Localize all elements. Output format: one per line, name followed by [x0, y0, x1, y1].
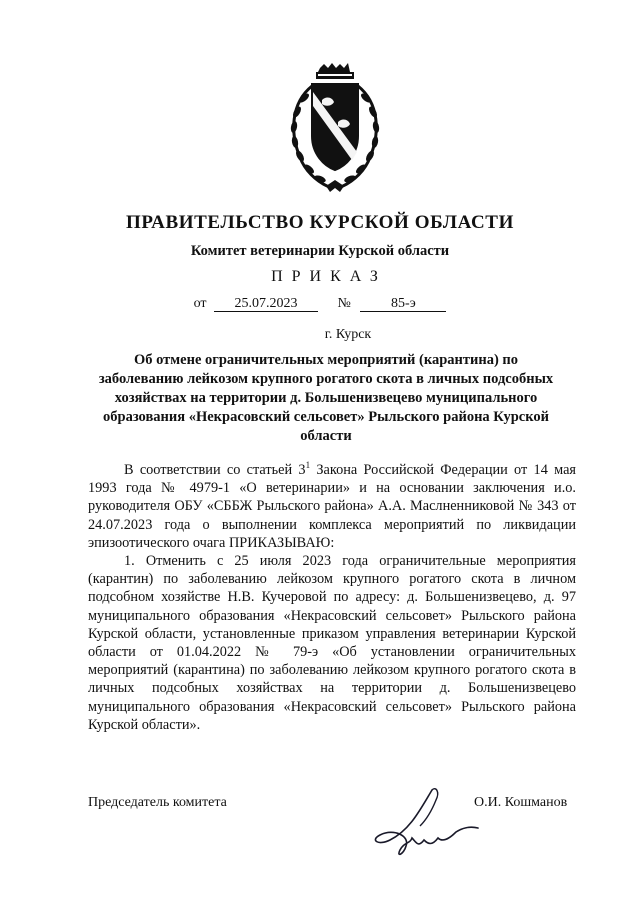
- city: г. Курск: [324, 327, 372, 342]
- date-prefix: от: [193, 296, 207, 311]
- document-date: 25.07.2023: [214, 297, 318, 312]
- government-title: ПРАВИТЕЛЬСТВО КУРСКОЙ ОБЛАСТИ: [126, 212, 514, 233]
- document-type: ПРИКАЗ: [271, 268, 387, 285]
- date-number-line: [0, 296, 640, 312]
- signer-name: О.И. Кошманов: [474, 795, 568, 810]
- number-prefix: №: [337, 296, 351, 311]
- document-number: 85-э: [360, 297, 446, 312]
- kursk-coat-of-arms-icon: [282, 62, 388, 194]
- preamble-paragraph: [88, 461, 576, 552]
- order-item-1: 1. Отменить с 25 июля 2023 года ограничительные мероприятия (карантин) по заболеванию лейкозом крупного рогатого скота в личном подсобном хозяйстве Н.В. Кучеровой по адресу: д. Большенизвецево, д. 97 муниципального образования «Некрасовский сельсовет» Рыльского района Курской области, установленные приказом управления ветеринарии Курской области от 01.04.2022 № 79-э «Об установлении ограничительных мероприятий (карантина) по заболеванию лейкозом крупного рогатого скота в личных подсобных хозяйствах на территории д. Большенизвецево муниципального образования «Некрасовский сельсовет» Рыльского района Курской области».: [88, 553, 576, 733]
- preamble-start: В соответствии со статьей 3: [124, 462, 306, 478]
- order-subject: Об отмене ограничительных мероприятий (карантина) по заболеванию лейкозом крупного рогатого скота в личных подсобных хозяйствах на территории д. Большенизвецево муниципального образования «Некрасовский сельсовет» Рыльского района Курской области: [98, 352, 554, 444]
- order-body: [88, 461, 576, 734]
- signer-position: Председатель комитета: [88, 795, 227, 810]
- handwritten-signature-icon: [360, 780, 500, 870]
- preamble-rest: Закона Российской Федерации от 14 мая 1993 года № 4979-1 «О ветеринарии» и на основании заключения и.о. руководителя ОБУ «СББЖ Рыльского района» А.А. Маслненниковой № 343 от 24.07.2023 года о выполнении комплекса мероприятий по ликвидации эпизоотического очага ПРИКАЗЫВАЮ:: [88, 462, 576, 551]
- committee-name: Комитет ветеринарии Курской области: [190, 243, 450, 259]
- article-superscript: 1: [305, 460, 311, 471]
